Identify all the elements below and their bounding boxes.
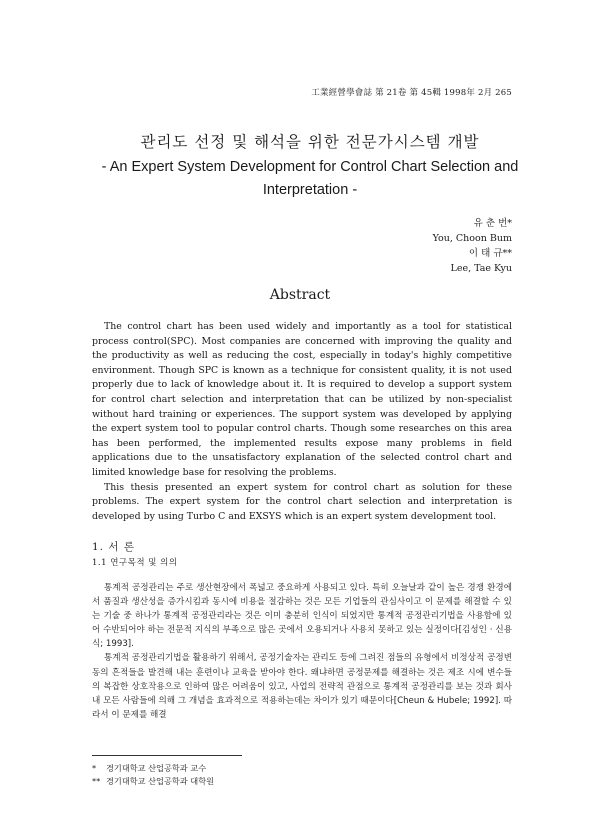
paper-title-english xyxy=(90,156,530,202)
author1-english: You, Choon Bum xyxy=(432,233,512,244)
abstract-paragraph: This thesis presented an expert system for control chart as solution for these problems. The expert system for the control chart selection and interpretation is developed by using Turbo C and EXSYS which is an expert system development tool. xyxy=(92,481,512,522)
body-text xyxy=(92,581,512,722)
subsection-heading: 1.1 연구목적 및 의의 xyxy=(92,558,178,568)
title-block xyxy=(90,130,530,202)
footnote-item xyxy=(92,775,214,788)
author1-korean: 유 춘 번* xyxy=(473,218,512,229)
section-heading: 1. 서 론 xyxy=(92,541,135,553)
footnote-divider xyxy=(92,755,242,756)
body-paragraph: 통계적 공정관리는 주로 생산현장에서 폭넓고 중요하게 사용되고 있다. 특히 오늘날과 같이 높은 경쟁 환경에서 품질과 생산성을 증가시킴과 동시에 비용을 절감하는 것은 모든 기업들의 관심사이고 이 문제를 해결할 수 있는 기술 중 하나가 통계적 공정관리라는 것은 이미 충분히 인식이 되었지만 통계적 공정관리기법을 사용함에 있어 수반되어야 하는 전문적 지식의 부족으로 많은 곳에서 오용되거나 사용치 못하고 있는 실정이다[김성인 · 신용식; 1993]. xyxy=(92,583,512,650)
author-block xyxy=(433,216,512,276)
paper-title-korean: 관리도 선정 및 해석을 위한 전문가시스템 개발 xyxy=(140,133,480,151)
footnote-text: 경기대학교 산업공학과 교수 xyxy=(106,763,207,773)
footnotes xyxy=(92,762,214,788)
author2-english: Lee, Tae Kyu xyxy=(450,263,512,274)
author2-korean: 이 태 규** xyxy=(468,248,512,259)
footnote-mark: * xyxy=(92,763,97,773)
abstract-body xyxy=(92,320,512,524)
abstract-heading: Abstract xyxy=(269,287,331,303)
footnote-text: 경기대학교 산업공학과 대학원 xyxy=(106,776,215,786)
abstract-paragraph: The control chart has been used widely and importantly as a tool for statistical process control(SPC). Most companies are concerned with improving the quality and the productivity as well as reducing the cost, especially in today's highly competitive environment. Though SPC is known as a technique for consistent quality, it is not used properly due to lack of knowledge about it. It is required to develop a support system for control chart selection and interpretation that can be utilized by non-specialist without hard training or experiences. The support system was developed by applying the expert system tool to popular control charts. Though some researches on this area has been performed, the implemented results expose many problems in field applications due to the unsatisfactory explanation of the selected control chart and limited knowledge base for resolving the problems. xyxy=(92,321,512,478)
paper-title-english-line2: Interpretation - xyxy=(262,182,358,198)
journal-header-info: 工業經營學會誌 第 21卷 第 45輯 1998年 2月 265 xyxy=(311,88,512,98)
footnote-item xyxy=(92,762,214,775)
footnote-mark: ** xyxy=(92,776,101,786)
paper-title-english-line1: - An Expert System Development for Control Chart Selection and xyxy=(101,159,519,175)
body-paragraph: 통계적 공정관리기법을 활용하기 위해서, 공정기술자는 관리도 등에 그려진 점들의 유형에서 비정상적 공정변동의 흔적들을 발견해 내는 훈련이나 교육을 받아야 한다. 왜냐하면 공정문제를 해결하는 것은 제조 시에 변수들의 복잡한 상호작용으로 인하여 많은 어려움이 있고, 사업의 전략적 관점으로 통계적 공정관리를 보는 것과 회사 내 모든 사람들에 의해 그 개념을 효과적으로 적용하는데는 차이가 있기 때문이다[Cheun & Hubele; 1992]. 따라서 이 문제를 해결 xyxy=(92,653,512,720)
